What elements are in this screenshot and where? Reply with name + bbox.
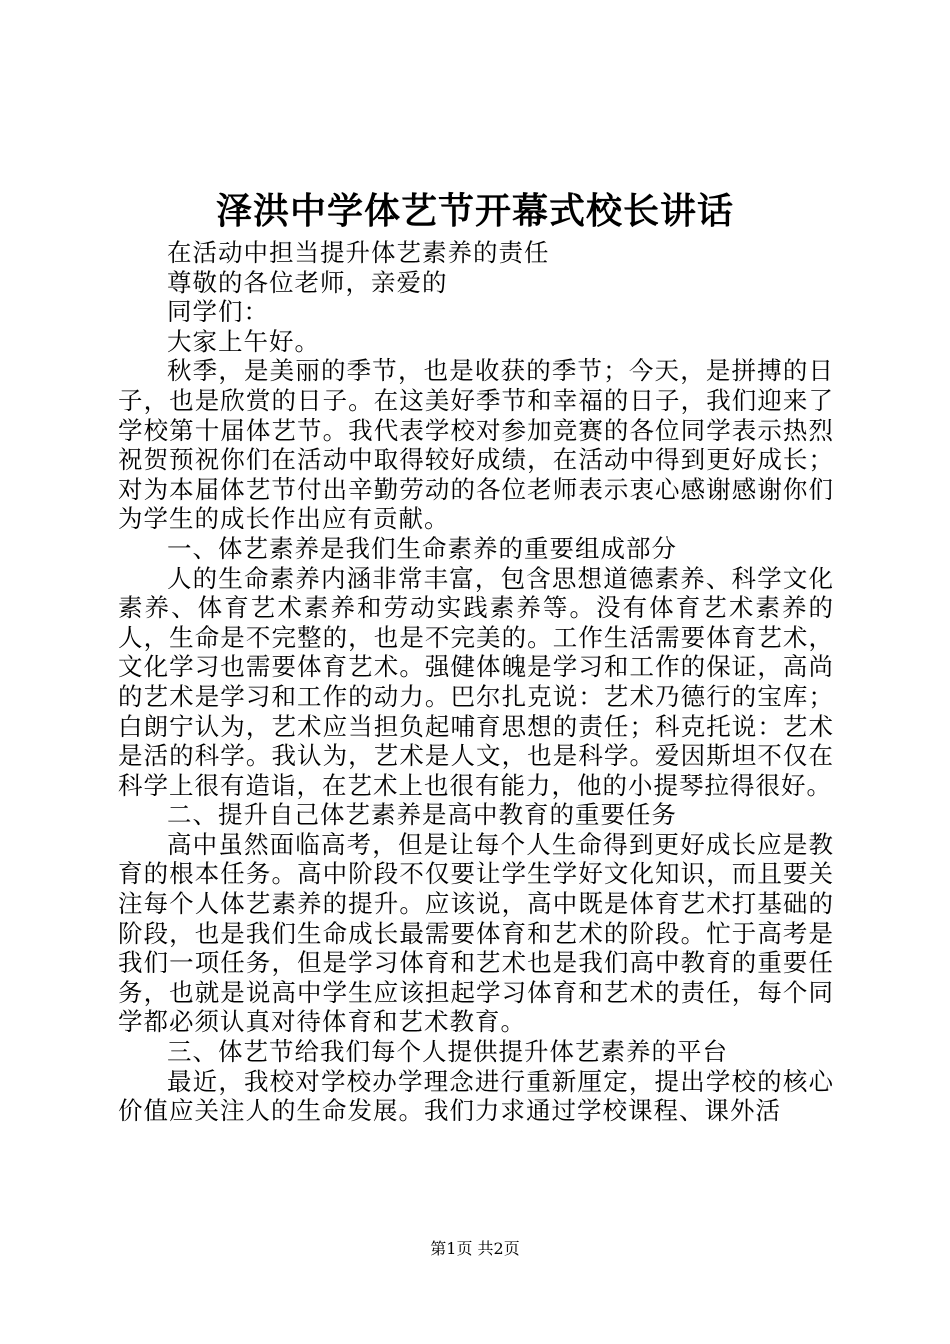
greeting-paragraph: 大家上午好。 xyxy=(167,326,320,356)
body-paragraph: 高中虽然面临高考，但是让每个人生命得到更好成长应是教育的根本任务。高中阶段不仅要让学生学好文化知识，而且要关注每个人体艺素养的提升。应该说，高中既是体育艺术打基础的阶段，也是我们生命成长最需要体育和艺术的阶段。忙于高考是我们一项任务，但是学习体育和艺术也是我们高中教育的重要任务，也就是说高中学生应该担起学习体育和艺术的责任，每个同学都必须认真对待体育和艺术教育。 xyxy=(118,829,834,1037)
page-footer: 第1页 共2页 xyxy=(430,1239,520,1258)
salutation-paragraph: 尊敬的各位老师，亲爱的 xyxy=(167,267,448,297)
salutation-continued-paragraph: 同学们： xyxy=(167,297,269,327)
document-title: 泽洪中学体艺节开幕式校长讲话 xyxy=(215,190,734,232)
document-body xyxy=(118,238,834,1126)
body-paragraph: 最近，我校对学校办学理念进行重新厘定，提出学校的核心价值应关注人的生命发展。我们力求通过学校课程、课外活 xyxy=(118,1066,834,1126)
body-paragraph: 人的生命素养内涵非常丰富，包含思想道德素养、科学文化素养、体育艺术素养和劳动实践素养等。没有体育艺术素养的人，生命是不完整的，也是不完美的。工作生活需要体育艺术，文化学习也需要体育艺术。强健体魄是学习和工作的保证，高尚的艺术是学习和工作的动力。巴尔扎克说：艺术乃德行的宝库；白朗宁认为，艺术应当担负起哺育思想的责任；科克托说：艺术是活的科学。我认为，艺术是人文，也是科学。爱因斯坦不仅在科学上很有造诣，在艺术上也很有能力，他的小提琴拉得很好。 xyxy=(118,563,834,800)
section-heading: 三、体艺节给我们每个人提供提升体艺素养的平台 xyxy=(167,1037,728,1067)
subtitle-paragraph: 在活动中担当提升体艺素养的责任 xyxy=(167,238,550,267)
body-paragraph: 秋季，是美丽的季节，也是收获的季节；今天，是拼搏的日子，也是欣赏的日子。在这美好季节和幸福的日子，我们迎来了学校第十届体艺节。我代表学校对参加竞赛的各位同学表示热烈祝贺预祝你们在活动中取得较好成绩，在活动中得到更好成长；对为本届体艺节付出辛勤劳动的各位老师表示衷心感谢感谢你们为学生的成长作出应有贡献。 xyxy=(118,356,834,534)
section-heading: 二、提升自己体艺素养是高中教育的重要任务 xyxy=(167,800,677,830)
section-heading: 一、体艺素养是我们生命素养的重要组成部分 xyxy=(167,533,677,563)
